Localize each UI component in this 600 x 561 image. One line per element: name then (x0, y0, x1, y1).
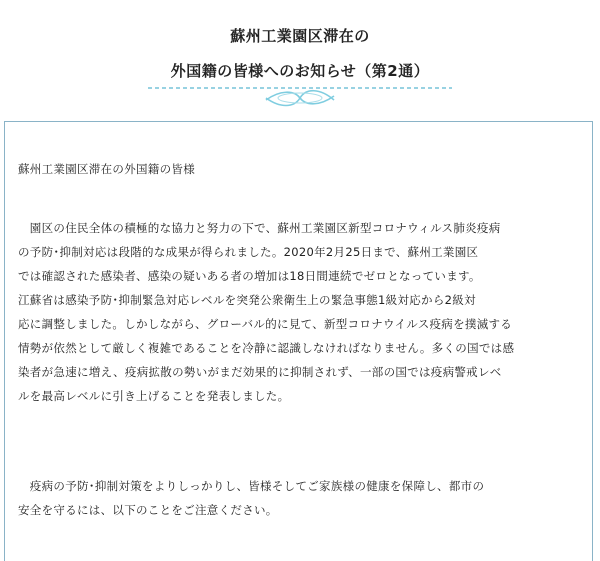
paragraph-line: では確認された感染者、感染の疑いある者の増加は18日間連続でゼロとなっています。 (18, 269, 481, 283)
paragraph-line: の予防･抑制対応は段階的な成果が得られました。2020年2月25日まで、蘇州工業園区 (18, 245, 479, 259)
paragraph-1 (18, 216, 578, 408)
paragraph-line: 江蘇省は感染予防･抑制緊急対応レベルを突発公衆衛生上の緊急事態1級対応から2級対 (18, 293, 476, 307)
paragraph-line: 応に調整しました。しかしながら、グローバル的に見て、新型コロナウイルス疫病を撲滅する (18, 317, 513, 331)
paragraph-line: 染者が急速に増え、疫病拡散の勢いがまだ効果的に抑制されず、一部の国では疫病警戒レベ (18, 365, 502, 379)
paragraph-line: 安全を守るには、以下のことをご注意ください。 (18, 503, 278, 517)
wave-divider-icon (148, 84, 452, 112)
page-title-line-2: 外国籍の皆様へのお知らせ（第2通） (170, 62, 430, 80)
content-panel (4, 121, 593, 561)
salutation: 蘇州工業園区滞在の外国籍の皆様 (18, 162, 195, 176)
paragraph-line: 疫病の予防･抑制対策をよりしっかりし、皆様そしてご家族様の健康を保障し、都市の (18, 479, 485, 493)
paragraph-line: 情勢が依然として厳しく複雑であることを冷静に認識しなければなりません。多くの国では感 (18, 341, 515, 355)
page-title-line-1: 蘇州工業園区滞在の (230, 27, 370, 45)
page-header (0, 0, 600, 118)
paragraph-2 (18, 474, 578, 522)
paragraph-line: ルを最高レベルに引き上げることを発表しました。 (18, 389, 290, 403)
paragraph-line: 園区の住民全体の積極的な協力と努力の下で、蘇州工業園区新型コロナウィルス肺炎疫病 (18, 221, 501, 235)
